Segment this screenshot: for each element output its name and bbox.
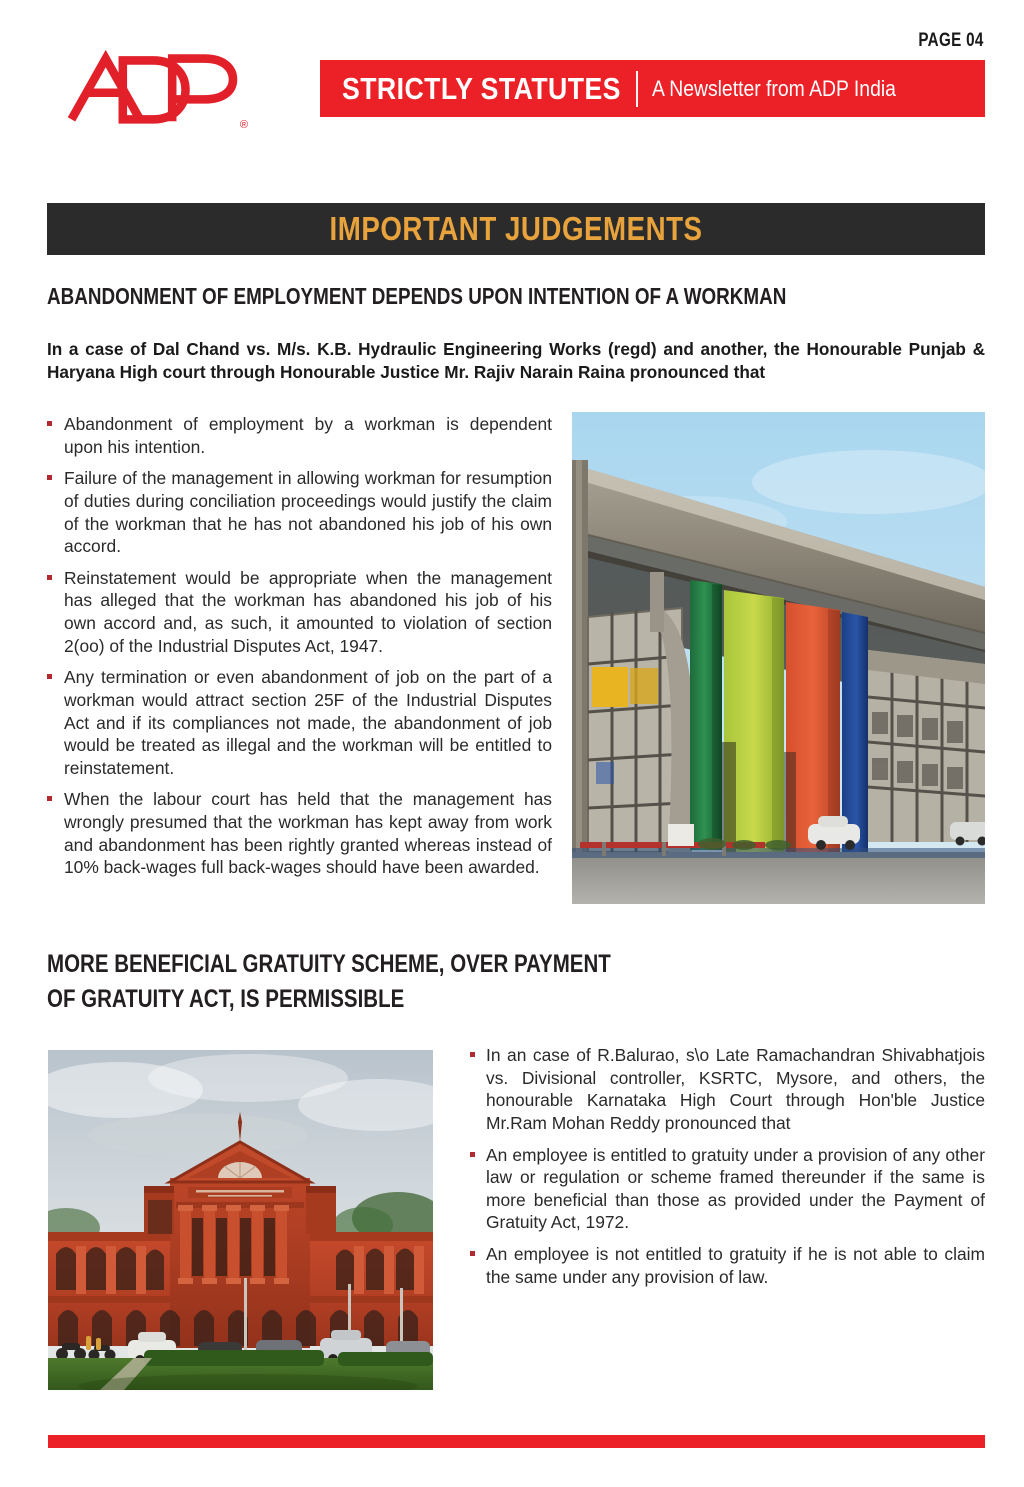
list-item: Any termination or even abandonment of job on the part of a workman would attract section 25F of the Industrial Disputes Act and if its compliances not made, the abandonment of job would be treated as illegal and the workman will be entitled to reinstatement. bbox=[47, 666, 552, 779]
section-1-intro: In a case of Dal Chand vs. M/s. K.B. Hydraulic Engineering Works (regd) and another, the Honourable Punjab & Haryana High court through Honourable Justice Mr. Rajiv Narain Raina pronounced that bbox=[47, 339, 985, 382]
section-2-heading-line-2: OF GRATUITY ACT, IS PERMISSIBLE bbox=[47, 985, 405, 1013]
list-item: Abandonment of employment by a workman is dependent upon his intention. bbox=[47, 413, 552, 458]
newsletter-subtitle: A Newsletter from ADP India bbox=[652, 75, 897, 101]
important-judgements-banner bbox=[47, 203, 985, 255]
list-item: Failure of the management in allowing workman for resumption of duties during conciliation proceedings would justify the claim of the workman that he has not abandoned his job of his own accord. bbox=[47, 467, 552, 558]
page-header bbox=[0, 0, 1024, 170]
section-2-heading-line-1: MORE BENEFICIAL GRATUITY SCHEME, OVER PAYMENT bbox=[47, 950, 611, 978]
page-number: PAGE 04 bbox=[918, 30, 984, 51]
list-item: An employee is not entitled to gratuity if he is not able to claim the same under any provision of law. bbox=[470, 1243, 985, 1288]
registered-trademark-icon: ® bbox=[239, 119, 248, 131]
karnataka-high-court-photo bbox=[48, 1050, 433, 1390]
list-item: When the labour court has held that the management has wrongly presumed that the workman has kept away from work and abandonment has been rightly granted whereas instead of 10% back-wages full back-wages should have been awarded. bbox=[47, 788, 552, 879]
banner-title: IMPORTANT JUDGEMENTS bbox=[329, 210, 703, 247]
section-1-heading: ABANDONMENT OF EMPLOYMENT DEPENDS UPON INTENTION OF A WORKMAN bbox=[47, 283, 787, 309]
title-divider bbox=[636, 71, 638, 107]
adp-logo bbox=[62, 47, 252, 137]
punjab-haryana-high-court-photo bbox=[572, 412, 985, 904]
section-1-bullet-list bbox=[47, 413, 552, 879]
footer-red-bar bbox=[48, 1435, 985, 1448]
list-item: In an case of R.Balurao, s\o Late Ramachandran Shivabhatjois vs. Divisional controller, KSRTC, Mysore, and others, the honourable Karnataka High Court through Hon'ble Justice Mr.Ram Mohan Reddy pronounced that bbox=[470, 1044, 985, 1135]
list-item: Reinstatement would be appropriate when the management has alleged that the workman has abandoned his job of his own accord and, as such, it amounted to violation of section 2(oo) of the Industrial Disputes Act, 1947. bbox=[47, 567, 552, 658]
list-item: An employee is entitled to gratuity under a provision of any other law or regulation or scheme framed thereunder if the same is more beneficial than those as provided under the Payment of Gratuity Act, 1972. bbox=[470, 1144, 985, 1235]
section-2-bullet-list bbox=[470, 1044, 985, 1288]
newsletter-title: STRICTLY STATUTES bbox=[342, 70, 621, 106]
newsletter-title-bar bbox=[320, 60, 985, 117]
